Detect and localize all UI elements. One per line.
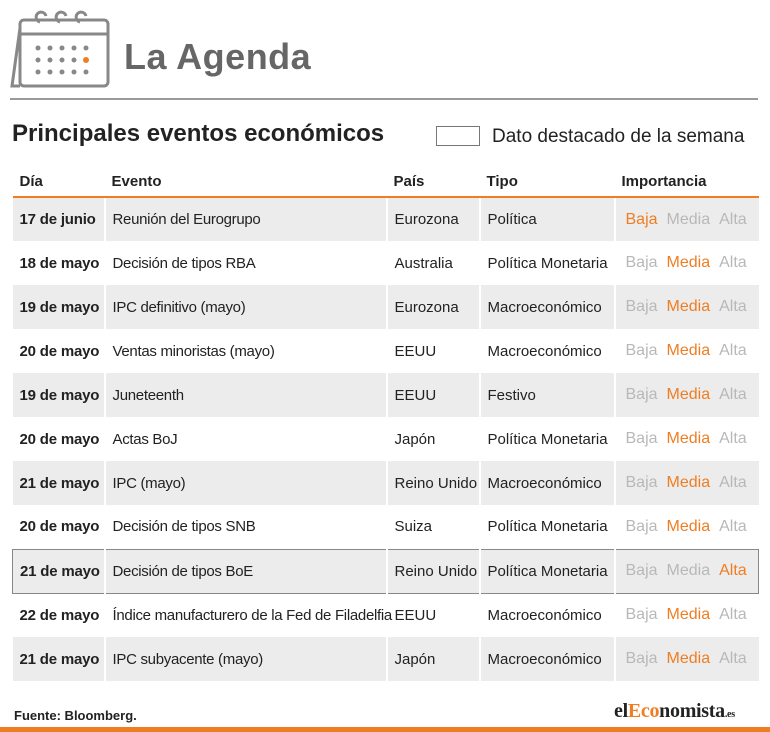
cell-tipo: Política Monetaria	[480, 417, 615, 461]
table-row	[13, 505, 759, 549]
cell-importancia	[615, 241, 759, 285]
cell-importancia	[615, 461, 759, 505]
cell-importancia	[615, 593, 759, 637]
cell-evento: Ventas minoristas (mayo)	[105, 329, 387, 373]
cell-tipo: Política Monetaria	[480, 505, 615, 549]
importance-level-media: Media	[666, 562, 711, 579]
cell-pais: Eurozona	[387, 197, 480, 241]
column-header-pais: País	[387, 166, 480, 197]
cell-pais: EEUU	[387, 593, 480, 637]
cell-pais: Australia	[387, 241, 480, 285]
cell-tipo: Política Monetaria	[480, 241, 615, 285]
importance-level-baja: Baja	[625, 386, 658, 403]
cell-dia: 21 de mayo	[13, 637, 105, 681]
page-title: La Agenda	[124, 36, 312, 77]
importance-level-alta: Alta	[719, 474, 747, 491]
table-header-row	[13, 166, 759, 197]
importance-level-media: Media	[666, 430, 711, 447]
importance-level-baja: Baja	[625, 606, 658, 624]
importance-level-baja: Baja	[625, 254, 658, 271]
cell-pais: Reino Unido	[387, 461, 480, 505]
column-header-importancia: Importancia	[615, 166, 759, 197]
cell-evento: Reunión del Eurogrupo	[105, 197, 387, 241]
calendar-icon	[10, 8, 114, 92]
importance-level-baja: Baja	[625, 342, 658, 359]
importance-level-alta: Alta	[719, 254, 747, 271]
importance-level-alta: Alta	[719, 210, 747, 228]
cell-tipo: Macroeconómico	[480, 329, 615, 373]
cell-evento: Índice manufacturero de la Fed de Filadelfia	[105, 593, 387, 637]
cell-dia: 20 de mayo	[13, 417, 105, 461]
cell-tipo: Macroeconómico	[480, 285, 615, 329]
column-header-tipo: Tipo	[480, 166, 615, 197]
cell-tipo: Política Monetaria	[480, 549, 615, 593]
cell-pais: Japón	[387, 637, 480, 681]
cell-importancia	[615, 505, 759, 549]
section-title: Principales eventos económicos	[12, 120, 385, 147]
table-row	[13, 637, 759, 681]
table-row	[13, 197, 759, 241]
brand-tld: .es	[724, 709, 735, 720]
cell-importancia	[615, 637, 759, 681]
header	[0, 0, 770, 100]
cell-dia: 22 de mayo	[13, 593, 105, 637]
importance-level-media: Media	[666, 342, 711, 359]
importance-level-media: Media	[666, 650, 711, 667]
importance-level-alta: Alta	[719, 430, 747, 447]
cell-evento: Decisión de tipos SNB	[105, 505, 387, 549]
cell-pais: Eurozona	[387, 285, 480, 329]
cell-evento: Actas BoJ	[105, 417, 387, 461]
importance-level-media: Media	[666, 474, 711, 491]
cell-importancia	[615, 373, 759, 417]
importance-level-baja: Baja	[625, 430, 658, 447]
cell-importancia	[615, 549, 759, 593]
table-row	[13, 373, 759, 417]
cell-dia: 18 de mayo	[13, 241, 105, 285]
source-note: Fuente: Bloomberg.	[14, 708, 137, 723]
cell-evento: Juneteenth	[105, 373, 387, 417]
table-row	[13, 593, 759, 637]
cell-importancia	[615, 417, 759, 461]
cell-dia: 21 de mayo	[13, 549, 105, 593]
brand-suffix: nomista	[659, 700, 725, 722]
cell-dia: 19 de mayo	[13, 285, 105, 329]
cell-dia: 21 de mayo	[13, 461, 105, 505]
table-row	[13, 329, 759, 373]
importance-level-alta: Alta	[719, 606, 747, 624]
brand-prefix: el	[614, 700, 628, 722]
column-header-evento: Evento	[105, 166, 387, 197]
importance-level-media: Media	[666, 606, 711, 624]
table-row	[13, 549, 759, 593]
bottom-accent-bar	[0, 727, 770, 732]
importance-level-baja: Baja	[625, 298, 658, 315]
importance-level-alta: Alta	[719, 562, 747, 579]
importance-level-baja: Baja	[625, 474, 658, 491]
importance-level-media: Media	[666, 386, 711, 403]
cell-importancia	[615, 329, 759, 373]
importance-level-baja: Baja	[625, 210, 658, 228]
cell-pais: Japón	[387, 417, 480, 461]
brand-logo	[614, 700, 735, 723]
cell-importancia	[615, 285, 759, 329]
importance-level-alta: Alta	[719, 517, 747, 535]
importance-level-alta: Alta	[719, 342, 747, 359]
importance-level-baja: Baja	[625, 650, 658, 667]
legend-label: Dato destacado de la semana	[492, 126, 745, 147]
cell-dia: 20 de mayo	[13, 329, 105, 373]
cell-pais: EEUU	[387, 373, 480, 417]
header-divider	[10, 98, 758, 100]
cell-tipo: Macroeconómico	[480, 637, 615, 681]
cell-importancia	[615, 197, 759, 241]
cell-tipo: Festivo	[480, 373, 615, 417]
cell-tipo: Macroeconómico	[480, 461, 615, 505]
cell-evento: IPC (mayo)	[105, 461, 387, 505]
cell-evento: IPC definitivo (mayo)	[105, 285, 387, 329]
importance-level-alta: Alta	[719, 386, 747, 403]
cell-dia: 19 de mayo	[13, 373, 105, 417]
importance-level-media: Media	[666, 254, 711, 271]
importance-level-alta: Alta	[719, 298, 747, 315]
table-row	[13, 285, 759, 329]
column-header-dia: Día	[13, 166, 105, 197]
table-row	[13, 417, 759, 461]
table-row	[13, 241, 759, 285]
cell-pais: Reino Unido	[387, 549, 480, 593]
table-row	[13, 461, 759, 505]
cell-tipo: Política	[480, 197, 615, 241]
cell-evento: IPC subyacente (mayo)	[105, 637, 387, 681]
brand-accent: Eco	[627, 700, 660, 722]
importance-level-alta: Alta	[719, 650, 747, 667]
cell-evento: Decisión de tipos RBA	[105, 241, 387, 285]
events-table	[12, 166, 759, 681]
cell-pais: EEUU	[387, 329, 480, 373]
cell-evento: Decisión de tipos BoE	[105, 549, 387, 593]
importance-level-media: Media	[666, 210, 711, 228]
legend-swatch	[436, 126, 480, 146]
cell-tipo: Macroeconómico	[480, 593, 615, 637]
cell-dia: 20 de mayo	[13, 505, 105, 549]
cell-dia: 17 de junio	[13, 197, 105, 241]
importance-level-baja: Baja	[625, 517, 658, 535]
importance-level-baja: Baja	[625, 562, 658, 579]
importance-level-media: Media	[666, 517, 711, 535]
cell-pais: Suiza	[387, 505, 480, 549]
importance-level-media: Media	[666, 298, 711, 315]
